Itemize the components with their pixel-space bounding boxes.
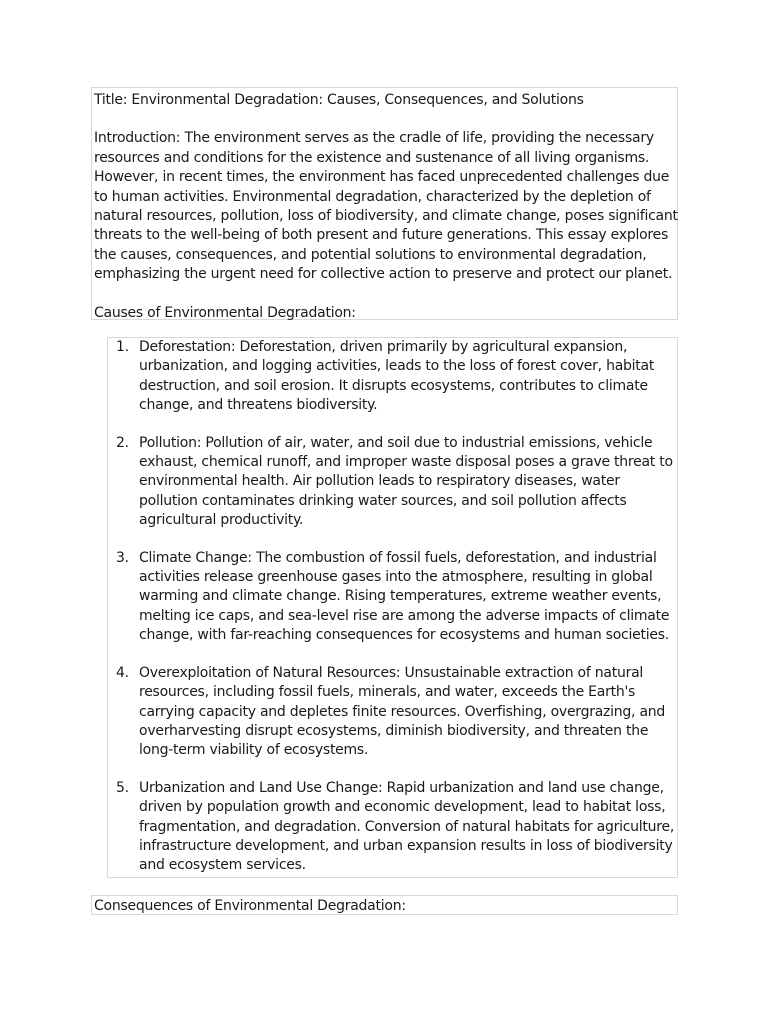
cause-line: driven by population growth and economic development, lead to habitat loss, <box>139 799 666 816</box>
causes-list-section <box>107 337 678 878</box>
cause-line: Pollution: Pollution of air, water, and soil due to industrial emissions, vehicle <box>139 434 653 451</box>
intro-section <box>91 87 678 320</box>
cause-line: carrying capacity and depletes finite resources. Overfishing, overgrazing, and <box>139 703 666 720</box>
intro-line: Introduction: The environment serves as the cradle of life, providing the necessary <box>94 130 654 147</box>
cause-item-urbanization <box>108 779 677 876</box>
list-number: 3. <box>116 549 129 566</box>
cause-line: agricultural productivity. <box>139 512 304 529</box>
list-number: 2. <box>116 434 129 451</box>
cause-line: warming and climate change. Rising temperatures, extreme weather events, <box>139 588 662 605</box>
cause-line: exhaust, chemical runoff, and improper waste disposal poses a grave threat to <box>139 454 673 471</box>
cause-line: overharvesting disrupt ecosystems, diminish biodiversity, and threaten the <box>139 722 649 739</box>
cause-line: activities release greenhouse gases into the atmosphere, resulting in global <box>139 569 653 586</box>
cause-line: change, and threatens biodiversity. <box>139 397 378 414</box>
cause-line: resources, including fossil fuels, minerals, and water, exceeds the Earth's <box>139 684 636 701</box>
intro-line: resources and conditions for the existence and sustenance of all living organisms. <box>94 149 650 166</box>
cause-line: environmental health. Air pollution leads to respiratory diseases, water <box>139 473 620 490</box>
causes-heading: Causes of Environmental Degradation: <box>94 304 356 321</box>
cause-line: fragmentation, and degradation. Conversion of natural habitats for agriculture, <box>139 818 675 835</box>
cause-line: melting ice caps, and sea-level rise are among the adverse impacts of climate <box>139 607 670 624</box>
intro-line: to human activities. Environmental degradation, characterized by the depletion of <box>94 188 651 205</box>
cause-line: and ecosystem services. <box>139 857 306 874</box>
introduction-paragraph <box>94 129 677 284</box>
causes-list <box>108 338 677 876</box>
consequences-section <box>91 895 678 915</box>
intro-line: threats to the well-being of both present and future generations. This essay explores <box>94 227 669 244</box>
cause-line: Overexploitation of Natural Resources: Unsustainable extraction of natural <box>139 664 644 681</box>
intro-line: emphasizing the urgent need for collective action to preserve and protect our planet. <box>94 266 673 283</box>
cause-line: change, with far-reaching consequences for ecosystems and human societies. <box>139 627 669 644</box>
cause-line: infrastructure development, and urban expansion results in loss of biodiversity <box>139 837 673 854</box>
cause-line: long-term viability of ecosystems. <box>139 742 369 759</box>
cause-item-climate-change <box>108 549 677 646</box>
list-number: 4. <box>116 664 129 681</box>
intro-line: the causes, consequences, and potential solutions to environmental degradation, <box>94 246 647 263</box>
intro-line: However, in recent times, the environment has faced unprecedented challenges due <box>94 169 670 186</box>
list-number: 1. <box>116 339 129 355</box>
cause-item-overexploitation <box>108 664 677 761</box>
list-number: 5. <box>116 779 129 796</box>
cause-line: Climate Change: The combustion of fossil fuels, deforestation, and industrial <box>139 549 657 566</box>
cause-line: urbanization, and logging activities, leads to the loss of forest cover, habitat <box>139 358 655 375</box>
cause-line: Urbanization and Land Use Change: Rapid urbanization and land use change, <box>139 779 664 796</box>
intro-line: natural resources, pollution, loss of biodiversity, and climate change, poses significant <box>94 208 678 225</box>
document-title: Title: Environmental Degradation: Causes, Consequences, and Solutions <box>94 92 584 108</box>
consequences-heading: Consequences of Environmental Degradation: <box>94 898 406 914</box>
cause-line: Deforestation: Deforestation, driven primarily by agricultural expansion, <box>139 339 628 355</box>
cause-line: destruction, and soil erosion. It disrupts ecosystems, contributes to climate <box>139 377 648 394</box>
cause-line: pollution contaminates drinking water sources, and soil pollution affects <box>139 492 627 509</box>
cause-item-deforestation <box>108 338 677 416</box>
cause-item-pollution <box>108 434 677 531</box>
